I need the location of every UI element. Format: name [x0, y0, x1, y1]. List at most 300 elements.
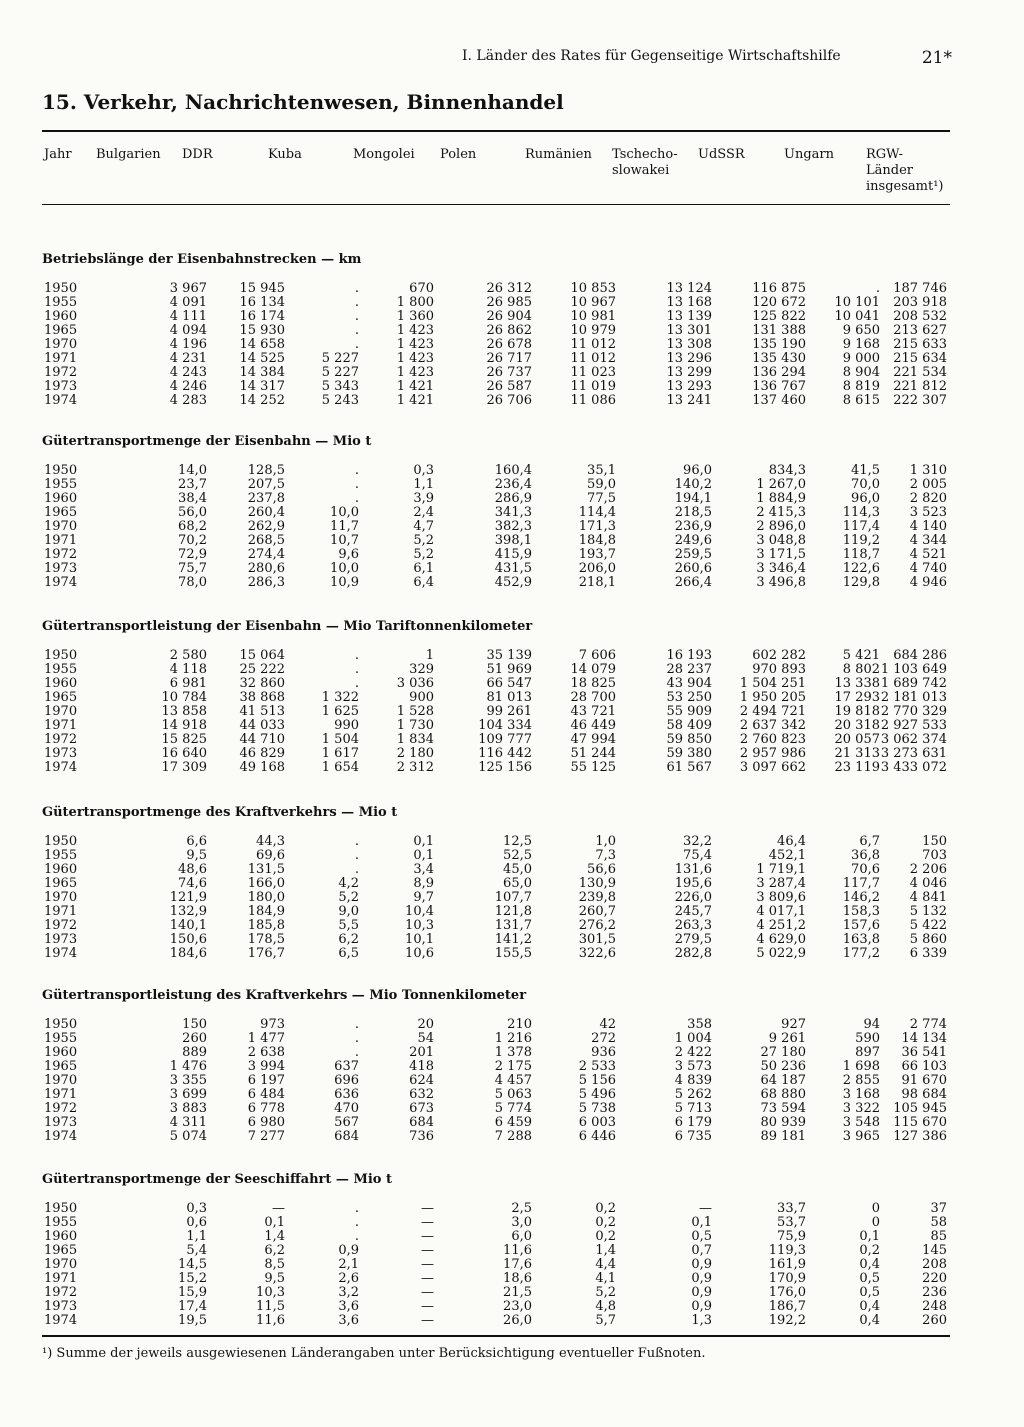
cell-su: 3 809,6 [756, 890, 806, 905]
cell-cs: 266,4 [674, 575, 712, 590]
cell-bg: 19,5 [178, 1313, 207, 1328]
cell-mn: 5,2 [413, 533, 434, 548]
cell-mn: 670 [409, 281, 434, 296]
cell-hu: 897 [855, 1045, 880, 1060]
cell-mn: 624 [409, 1073, 434, 1088]
cell-ddr: 131,5 [247, 862, 285, 877]
cell-bg: 3 967 [169, 281, 207, 296]
cell-rgw: 4 344 [909, 533, 947, 548]
cell-ddr: 2 638 [247, 1045, 285, 1060]
cell-su: 89 181 [760, 1129, 806, 1144]
cell-hu: 158,3 [842, 904, 880, 919]
cell-cs: 13 299 [666, 365, 712, 380]
cell-cu: 9,6 [338, 547, 359, 562]
year-cell: 1950 [44, 648, 78, 663]
cell-rgw: 37 [930, 1201, 947, 1216]
cell-pl: 341,3 [494, 505, 532, 520]
cell-su: 452,1 [768, 848, 806, 863]
cell-bg: 4 091 [169, 295, 207, 310]
col-header-cu: Kuba [268, 147, 302, 162]
cell-cu: . [354, 1045, 359, 1060]
year-cell: 1974 [44, 393, 78, 408]
cell-cs: 358 [687, 1017, 712, 1032]
cell-mn: 1 730 [396, 718, 434, 733]
cell-hu: 8 802 [842, 662, 880, 677]
cell-cs: 53 250 [666, 690, 712, 705]
cell-rgw: 5 860 [909, 932, 947, 947]
cell-ddr: 6 197 [247, 1073, 285, 1088]
cell-hu: 129,8 [842, 575, 880, 590]
cell-ddr: 15 945 [239, 281, 285, 296]
cell-bg: 72,9 [178, 547, 207, 562]
year-cell: 1960 [44, 491, 78, 506]
cell-cu: 990 [334, 718, 359, 733]
cell-mn: 10,3 [405, 918, 434, 933]
table-row [42, 835, 950, 849]
cell-bg: 10 784 [161, 690, 207, 705]
cell-ddr: 16 134 [239, 295, 285, 310]
cell-ro: 55 125 [570, 760, 616, 775]
cell-cs: 55 909 [666, 704, 712, 719]
table-row [42, 747, 950, 761]
cell-ro: 5,2 [595, 1285, 616, 1300]
cell-cs: 226,0 [674, 890, 712, 905]
cell-bg: 4 231 [169, 351, 207, 366]
cell-pl: 51 969 [486, 662, 532, 677]
cell-ddr: 178,5 [247, 932, 285, 947]
cell-rgw: 703 [922, 848, 947, 863]
cell-cs: 32,2 [683, 834, 712, 849]
year-cell: 1971 [44, 533, 78, 548]
table-row [42, 1272, 950, 1286]
year-cell: 1950 [44, 281, 78, 296]
cell-cu: 6,2 [338, 932, 359, 947]
table-row [42, 1102, 950, 1116]
cell-hu: 0,2 [859, 1243, 880, 1258]
cell-ddr: 14 317 [239, 379, 285, 394]
cell-bg: 15,9 [178, 1285, 207, 1300]
cell-cs: 43 904 [666, 676, 712, 691]
cell-bg: 6 981 [169, 676, 207, 691]
cell-bg: 70,2 [178, 533, 207, 548]
cell-bg: 150 [182, 1017, 207, 1032]
year-cell: 1970 [44, 1257, 78, 1272]
cell-pl: 415,9 [494, 547, 532, 562]
cell-ro: 272 [591, 1031, 616, 1046]
cell-hu: 6,7 [859, 834, 880, 849]
cell-pl: 7 288 [494, 1129, 532, 1144]
cell-hu: 3 548 [842, 1115, 880, 1130]
cell-ddr: 268,5 [247, 533, 285, 548]
table-row [42, 1116, 950, 1130]
cell-pl: 286,9 [494, 491, 532, 506]
cell-pl: 3,0 [511, 1215, 532, 1230]
cell-ddr: 14 252 [239, 393, 285, 408]
table-row [42, 705, 950, 719]
cell-cu: 5 343 [321, 379, 359, 394]
cell-ro: 46 449 [570, 718, 616, 733]
cell-pl: 109 777 [478, 732, 532, 747]
cell-su: 927 [781, 1017, 806, 1032]
cell-cs: 1 004 [674, 1031, 712, 1046]
cell-mn: 1 423 [396, 365, 434, 380]
cell-bg: 0,6 [186, 1215, 207, 1230]
col-header-ddr: DDR [182, 147, 213, 162]
cell-su: 125 822 [752, 309, 806, 324]
cell-cu: . [354, 491, 359, 506]
cell-mn: 632 [409, 1087, 434, 1102]
cell-pl: 4 457 [494, 1073, 532, 1088]
cell-mn: 736 [409, 1129, 434, 1144]
cell-ddr: 166,0 [247, 876, 285, 891]
cell-ddr: 14 658 [239, 337, 285, 352]
table-row [42, 1202, 950, 1216]
cell-ddr: 286,3 [247, 575, 285, 590]
table-row [42, 534, 950, 548]
cell-hu: 157,6 [842, 918, 880, 933]
cell-ro: 322,6 [578, 946, 616, 961]
cell-mn: 684 [409, 1115, 434, 1130]
cell-hu: 20 057 [834, 732, 880, 747]
year-cell: 1974 [44, 760, 78, 775]
year-cell: 1950 [44, 463, 78, 478]
cell-su: 192,2 [768, 1313, 806, 1328]
cell-ddr: 32 860 [239, 676, 285, 691]
cell-su: 1 719,1 [756, 862, 806, 877]
cell-mn: 6,4 [413, 575, 434, 590]
year-cell: 1965 [44, 690, 78, 705]
cell-mn: 9,7 [413, 890, 434, 905]
cell-hu: 146,2 [842, 890, 880, 905]
cell-bg: 4 196 [169, 337, 207, 352]
table-row [42, 1032, 950, 1046]
table-row [42, 761, 950, 775]
cell-ddr: 44,3 [256, 834, 285, 849]
cell-su: 1 884,9 [756, 491, 806, 506]
cell-pl: 382,3 [494, 519, 532, 534]
cell-su: 116 875 [752, 281, 806, 296]
cell-su: 4 251,2 [756, 918, 806, 933]
table-row [42, 691, 950, 705]
cell-cu: 10,7 [330, 533, 359, 548]
cell-pl: 26 706 [486, 393, 532, 408]
cell-rgw: 127 386 [893, 1129, 947, 1144]
cell-mn: — [421, 1299, 434, 1314]
cell-rgw: 215 633 [893, 337, 947, 352]
table-row [42, 863, 950, 877]
cell-cu: 0,9 [338, 1243, 359, 1258]
cell-bg: 17 309 [161, 760, 207, 775]
year-cell: 1972 [44, 732, 78, 747]
cell-ddr: 274,4 [247, 547, 285, 562]
cell-pl: 431,5 [494, 561, 532, 576]
cell-pl: 210 [507, 1017, 532, 1032]
cell-cs: 13 168 [666, 295, 712, 310]
cell-su: 75,9 [777, 1229, 806, 1244]
cell-rgw: 3 273 631 [880, 746, 947, 761]
cell-hu: 9 000 [842, 351, 880, 366]
footnote-rule [42, 1335, 950, 1337]
cell-pl: 66 547 [486, 676, 532, 691]
cell-rgw: 222 307 [893, 393, 947, 408]
cell-pl: 116 442 [478, 746, 532, 761]
cell-su: 68 880 [760, 1087, 806, 1102]
cell-su: 602 282 [752, 648, 806, 663]
table-row [42, 663, 950, 677]
cell-hu: 20 318 [834, 718, 880, 733]
cell-ro: 51 244 [570, 746, 616, 761]
cell-su: 53,7 [777, 1215, 806, 1230]
cell-rgw: 220 [922, 1271, 947, 1286]
cell-hu: 70,0 [851, 477, 880, 492]
cell-ro: 10 981 [570, 309, 616, 324]
cell-ro: 4,1 [595, 1271, 616, 1286]
cell-ro: 4,8 [595, 1299, 616, 1314]
cell-cu: 567 [334, 1115, 359, 1130]
cell-rgw: 2 770 329 [880, 704, 947, 719]
year-cell: 1973 [44, 1115, 78, 1130]
cell-bg: 68,2 [178, 519, 207, 534]
header-rule-bottom [42, 204, 950, 205]
cell-mn: 1 423 [396, 337, 434, 352]
cell-mn: — [421, 1243, 434, 1258]
cell-ddr: 38 868 [239, 690, 285, 705]
cell-hu: 0,4 [859, 1313, 880, 1328]
cell-ro: 11 012 [570, 337, 616, 352]
table-row [42, 478, 950, 492]
cell-rgw: 221 812 [893, 379, 947, 394]
year-cell: 1972 [44, 547, 78, 562]
year-cell: 1970 [44, 704, 78, 719]
cell-mn: 10,6 [405, 946, 434, 961]
cell-rgw: 4 046 [909, 876, 947, 891]
cell-ro: 130,9 [578, 876, 616, 891]
cell-cs: 0,1 [691, 1215, 712, 1230]
cell-cs: — [699, 1201, 712, 1216]
cell-su: 46,4 [777, 834, 806, 849]
cell-hu: 119,2 [842, 533, 880, 548]
cell-ro: 1,0 [595, 834, 616, 849]
cell-ro: 5,7 [595, 1313, 616, 1328]
cell-hu: 8 819 [842, 379, 880, 394]
cell-su: 2 957 986 [739, 746, 806, 761]
cell-rgw: 2 181 013 [880, 690, 947, 705]
cell-rgw: 4 521 [909, 547, 947, 562]
table-row [42, 677, 950, 691]
cell-su: 33,7 [777, 1201, 806, 1216]
cell-hu: 8 904 [842, 365, 880, 380]
cell-pl: 5 063 [494, 1087, 532, 1102]
col-header-mn: Mongolei [353, 147, 415, 162]
year-cell: 1974 [44, 1313, 78, 1328]
table-row [42, 380, 950, 394]
cell-su: 64 187 [760, 1073, 806, 1088]
table-row [42, 1216, 950, 1230]
cell-bg: 4 243 [169, 365, 207, 380]
cell-su: 161,9 [768, 1257, 806, 1272]
cell-su: 27 180 [760, 1045, 806, 1060]
cell-ddr: 10,3 [256, 1285, 285, 1300]
table-row [42, 849, 950, 863]
cell-bg: 4 094 [169, 323, 207, 338]
cell-mn: 2 180 [396, 746, 434, 761]
cell-cs: 13 139 [666, 309, 712, 324]
cell-su: 170,9 [768, 1271, 806, 1286]
cell-ddr: 25 222 [239, 662, 285, 677]
cell-mn: 20 [417, 1017, 434, 1032]
cell-cs: 282,8 [674, 946, 712, 961]
cell-hu: 17 293 [834, 690, 880, 705]
cell-ddr: — [272, 1201, 285, 1216]
cell-mn: 6,1 [413, 561, 434, 576]
cell-hu: 9 650 [842, 323, 880, 338]
cell-bg: 132,9 [169, 904, 207, 919]
cell-mn: 4,7 [413, 519, 434, 534]
cell-rgw: 2 206 [909, 862, 947, 877]
cell-pl: 52,5 [503, 848, 532, 863]
cell-rgw: 5 132 [909, 904, 947, 919]
cell-su: 3 097 662 [739, 760, 806, 775]
cell-rgw: 215 634 [893, 351, 947, 366]
cell-ddr: 6 778 [247, 1101, 285, 1116]
year-cell: 1971 [44, 351, 78, 366]
cell-bg: 1 476 [169, 1059, 207, 1074]
cell-rgw: 1 689 742 [880, 676, 947, 691]
cell-bg: 56,0 [178, 505, 207, 520]
cell-pl: 452,9 [494, 575, 532, 590]
cell-bg: 3 355 [169, 1073, 207, 1088]
cell-hu: 41,5 [851, 463, 880, 478]
year-cell: 1974 [44, 575, 78, 590]
cell-cs: 140,2 [674, 477, 712, 492]
cell-su: 80 939 [760, 1115, 806, 1130]
cell-ro: 0,2 [595, 1215, 616, 1230]
cell-pl: 6 459 [494, 1115, 532, 1130]
cell-ddr: 44 710 [239, 732, 285, 747]
year-cell: 1970 [44, 890, 78, 905]
cell-rgw: 150 [922, 834, 947, 849]
table-row [42, 520, 950, 534]
cell-hu: . [875, 281, 880, 296]
year-cell: 1972 [44, 365, 78, 380]
cell-mn: — [421, 1201, 434, 1216]
cell-ro: 4,4 [595, 1257, 616, 1272]
cell-bg: 140,1 [169, 918, 207, 933]
cell-ro: 193,7 [578, 547, 616, 562]
cell-rgw: 85 [930, 1229, 947, 1244]
cell-hu: 0,5 [859, 1285, 880, 1300]
cell-rgw: 98 684 [901, 1087, 947, 1102]
cell-ddr: 262,9 [247, 519, 285, 534]
year-cell: 1974 [44, 1129, 78, 1144]
cell-rgw: 684 286 [893, 648, 947, 663]
cell-hu: 21 313 [834, 746, 880, 761]
cell-rgw: 213 627 [893, 323, 947, 338]
cell-ro: 2 533 [578, 1059, 616, 1074]
cell-rgw: 3 062 374 [880, 732, 947, 747]
cell-hu: 19 818 [834, 704, 880, 719]
cell-cs: 263,3 [674, 918, 712, 933]
cell-ddr: 7 277 [247, 1129, 285, 1144]
cell-cs: 5 262 [674, 1087, 712, 1102]
cell-su: 970 893 [752, 662, 806, 677]
cell-ddr: 0,1 [264, 1215, 285, 1230]
year-cell: 1973 [44, 379, 78, 394]
cell-cu: 636 [334, 1087, 359, 1102]
cell-rgw: 3 433 072 [880, 760, 947, 775]
cell-ddr: 41 513 [239, 704, 285, 719]
cell-ddr: 180,0 [247, 890, 285, 905]
cell-cu: . [354, 848, 359, 863]
col-header-pl: Polen [440, 147, 477, 162]
cell-cs: 5 713 [674, 1101, 712, 1116]
cell-cs: 6 735 [674, 1129, 712, 1144]
cell-pl: 5 774 [494, 1101, 532, 1116]
cell-pl: 26 862 [486, 323, 532, 338]
cell-cu: . [354, 1229, 359, 1244]
cell-ddr: 46 829 [239, 746, 285, 761]
cell-cu: 5,2 [338, 890, 359, 905]
cell-ddr: 8,5 [264, 1257, 285, 1272]
cell-ddr: 44 033 [239, 718, 285, 733]
cell-pl: 26,0 [503, 1313, 532, 1328]
cell-ro: 7 606 [578, 648, 616, 663]
cell-pl: 99 261 [486, 704, 532, 719]
cell-hu: 94 [863, 1017, 880, 1032]
cell-ro: 218,1 [578, 575, 616, 590]
section-title: Gütertransportleistung der Eisenbahn — Mio Tariftonnenkilometer [42, 619, 533, 634]
cell-ro: 18 825 [570, 676, 616, 691]
cell-ro: 77,5 [587, 491, 616, 506]
running-head [462, 48, 952, 68]
cell-rgw: 248 [922, 1299, 947, 1314]
cell-ro: 6 446 [578, 1129, 616, 1144]
cell-su: 2 896,0 [756, 519, 806, 534]
cell-cu: 684 [334, 1129, 359, 1144]
cell-cs: 249,6 [674, 533, 712, 548]
cell-su: 2 415,3 [756, 505, 806, 520]
cell-hu: 36,8 [851, 848, 880, 863]
cell-pl: 6,0 [511, 1229, 532, 1244]
cell-ddr: 11,5 [256, 1299, 285, 1314]
year-cell: 1965 [44, 323, 78, 338]
cell-bg: 3 883 [169, 1101, 207, 1116]
cell-ro: 10 979 [570, 323, 616, 338]
table-row [42, 492, 950, 506]
cell-cs: 0,5 [691, 1229, 712, 1244]
cell-cs: 236,9 [674, 519, 712, 534]
table-row [42, 1074, 950, 1088]
cell-cu: 5 227 [321, 365, 359, 380]
cell-su: 9 261 [768, 1031, 806, 1046]
col-header-hu: Ungarn [784, 147, 834, 162]
cell-cu: 10,0 [330, 561, 359, 576]
cell-ro: 114,4 [578, 505, 616, 520]
cell-pl: 18,6 [503, 1271, 532, 1286]
cell-cs: 13 124 [666, 281, 712, 296]
cell-ddr: 11,6 [256, 1313, 285, 1328]
cell-mn: 1 423 [396, 351, 434, 366]
cell-cs: 1,3 [691, 1313, 712, 1328]
section-title: Gütertransportleistung des Kraftverkehrs — Mio Tonnenkilometer [42, 988, 527, 1003]
cell-bg: 15,2 [178, 1271, 207, 1286]
year-cell: 1971 [44, 718, 78, 733]
year-cell: 1972 [44, 1101, 78, 1116]
cell-cu: . [354, 463, 359, 478]
cell-cu: 470 [334, 1101, 359, 1116]
cell-bg: 5,4 [186, 1243, 207, 1258]
table-row [42, 877, 950, 891]
